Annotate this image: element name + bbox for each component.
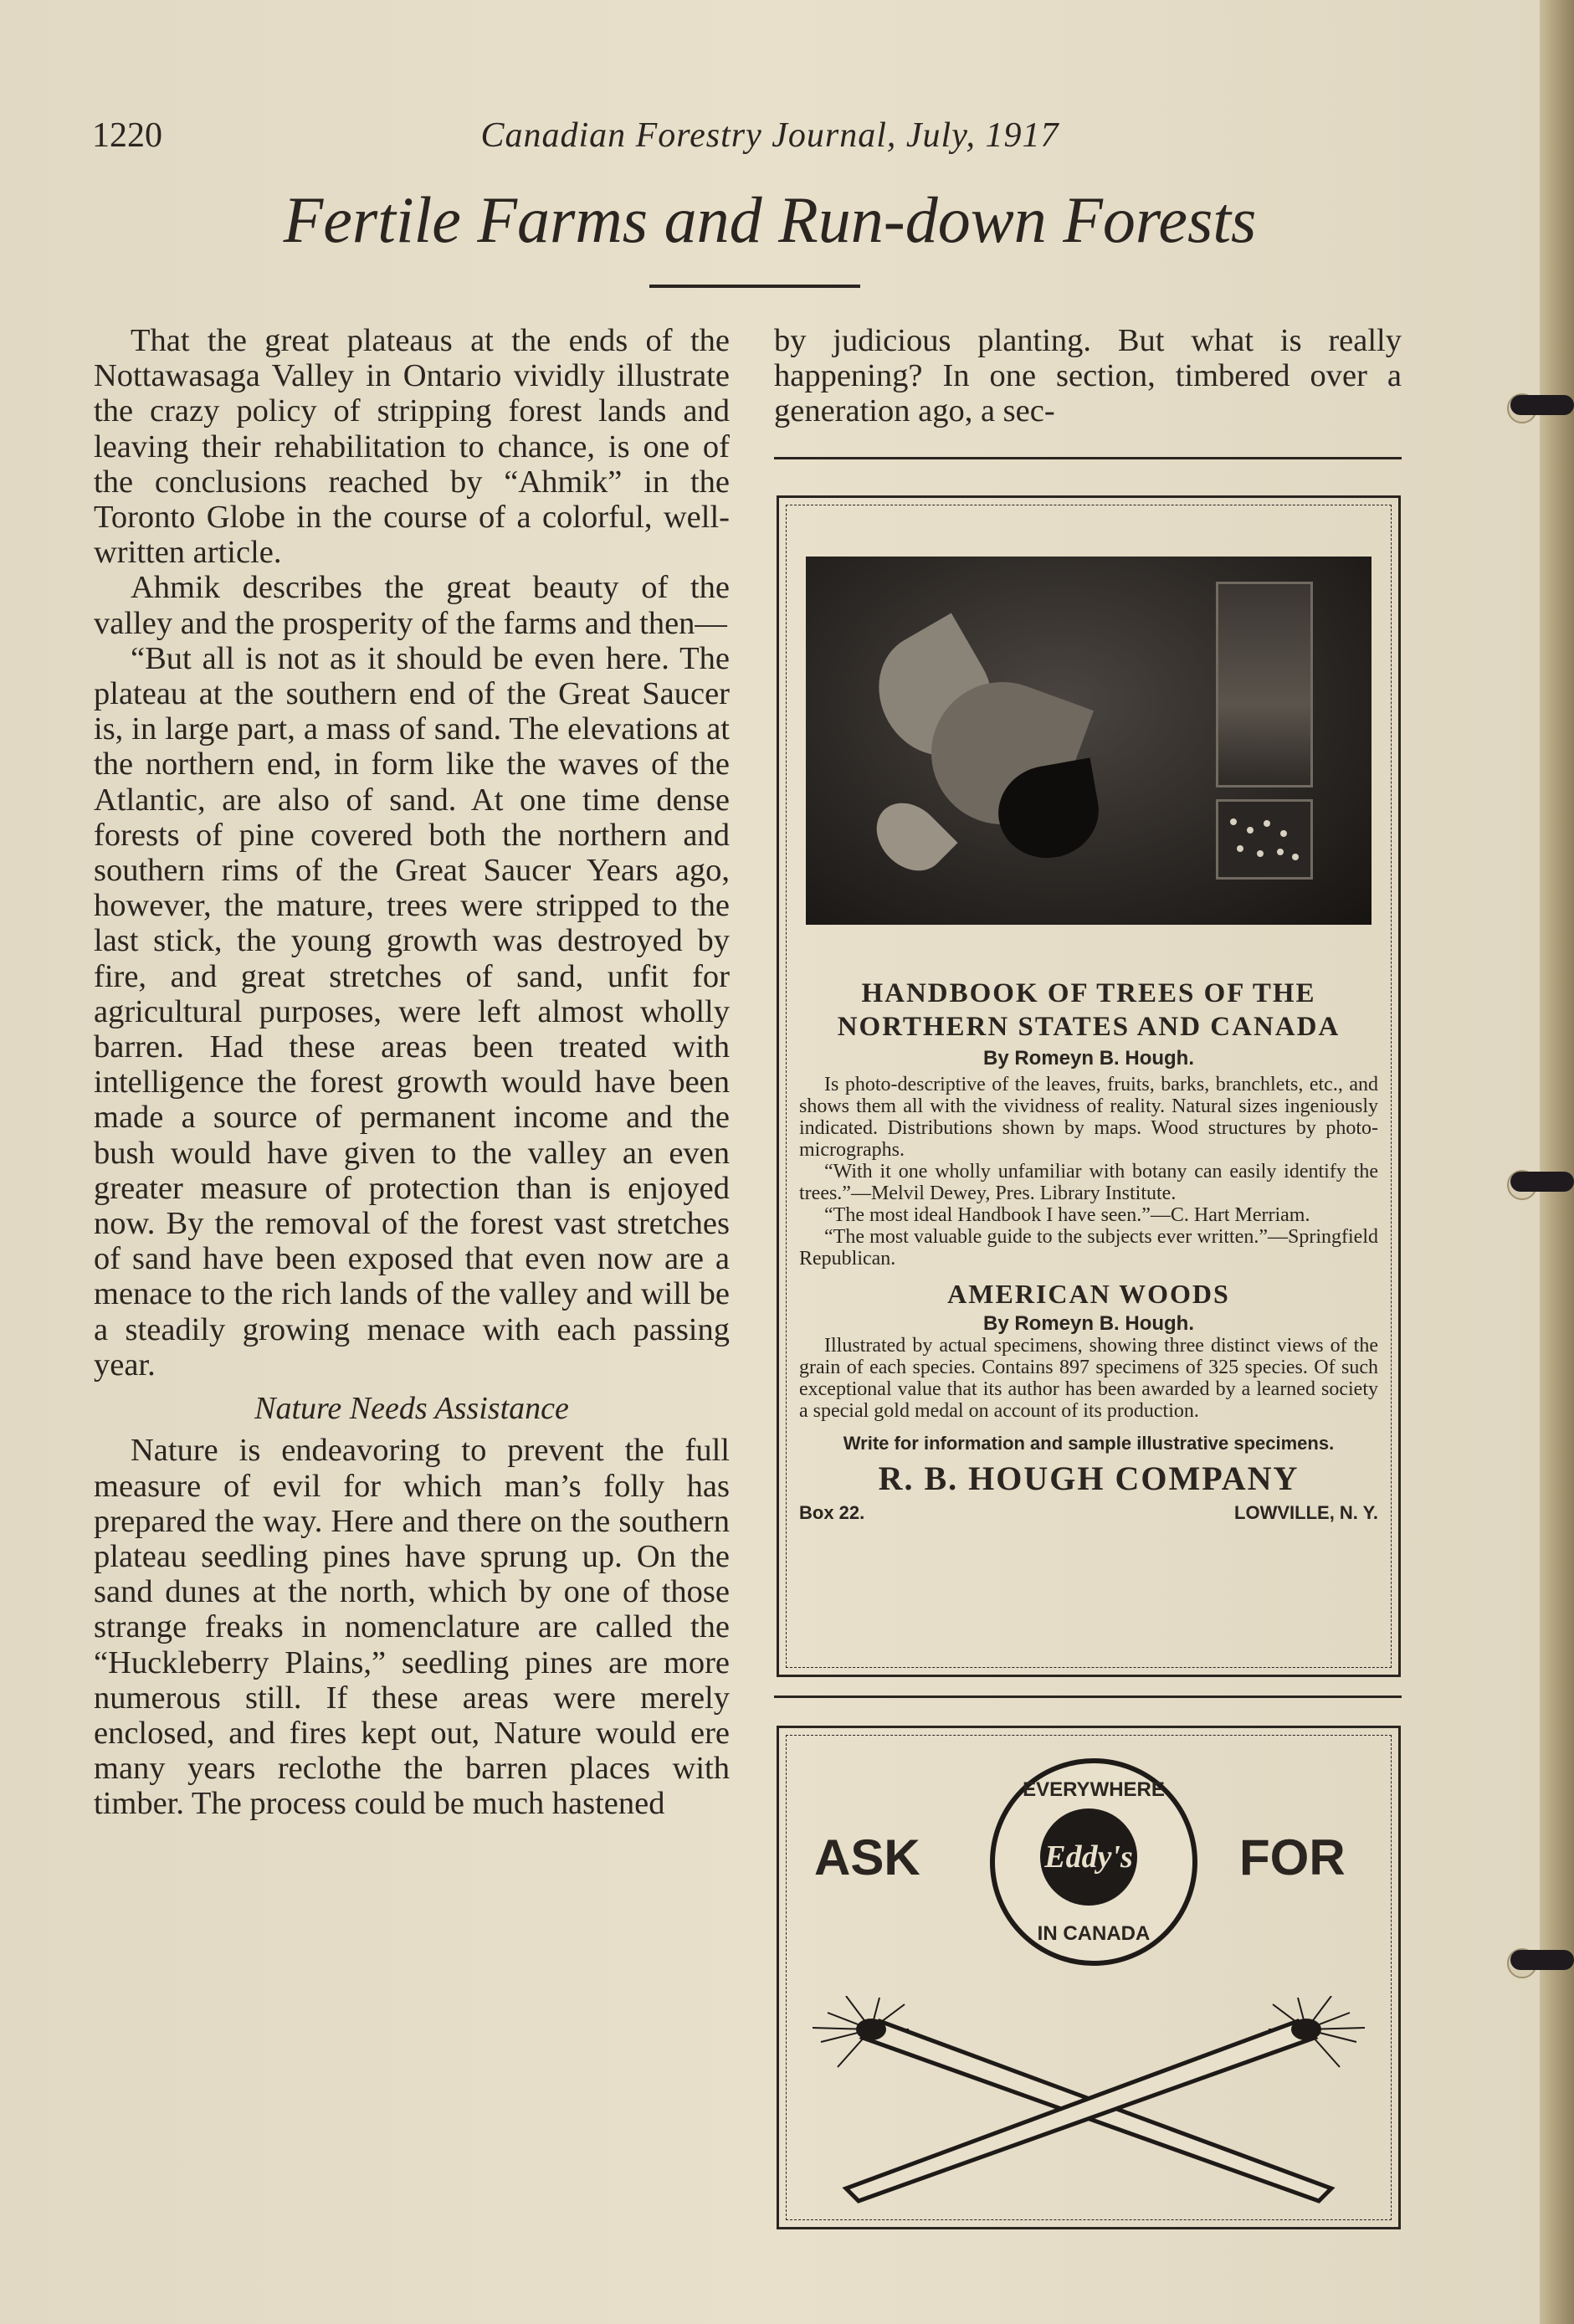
book-photo xyxy=(806,557,1371,925)
article-right-column xyxy=(774,323,1402,429)
page-number: 1220 xyxy=(92,116,162,155)
column-rule xyxy=(774,1696,1402,1698)
quote-dewey: “With it one wholly unfamiliar with botany can easily identify the trees.”—Melvil Dewey, Pres. Library Institute. xyxy=(799,1161,1378,1204)
book2-author: By Romeyn B. Hough. xyxy=(982,1312,1194,1335)
paragraph-continuation: by judicious planting. But what is really happening? In one section, timbered over a generation ago, a sec- xyxy=(774,323,1402,429)
for-text: FOR xyxy=(1239,1829,1346,1885)
company-address xyxy=(799,1502,1378,1527)
badge-ring-top: EVERYWHERE xyxy=(1023,1778,1165,1801)
paragraph: “But all is not as it should be even here. The plateau at the southern end of the Great Saucer is, in large part, a mass of sand. The elevations at the northern end, in form like the waves of the Atlantic, are also of sand. At one time dense forests of pine covered both the northern and southern rims of the Great Saucer Years ago, however, the mature, trees were stripped to the last stick, the young growth was destroyed by fire, and great stretches of sand, unfit for agricultural purposes, were left almost wholly barren. Had these areas been treated with intelligence the forest growth would have been made a source of permanent income and the bush would have given to the valley an even greater measure of protection than is enjoyed now. By the removal of the forest vast stretches of sand have been exposed that even now are a menace to the rich lands of the valley and will be a steadily growing menace with each passing year. xyxy=(94,640,730,1383)
binding-ring xyxy=(1502,387,1574,425)
company-box: Box 22. xyxy=(799,1502,865,1523)
journal-title: Canadian Forestry Journal, July, 1917 xyxy=(480,116,1059,155)
book1-title-line1: HANDBOOK OF TREES OF THE xyxy=(861,978,1316,1008)
title-divider xyxy=(649,285,860,288)
call-to-action: Write for information and sample illustrative specimens. xyxy=(843,1433,1335,1454)
badge-ring-bottom: IN CANADA xyxy=(1037,1922,1151,1945)
company-name: R. B. HOUGH COMPANY xyxy=(878,1460,1300,1497)
binding-ring xyxy=(1502,1163,1574,1202)
brand-logo: Eddy's xyxy=(1044,1839,1133,1875)
paragraph: Nature is endeavoring to prevent the full measure of evil for which man’s folly has prepared the way. Here and there on the southern plateau seedling pines have sprung up. On the sand dunes at the north, which by one of those strange freaks in nomenclature are called the “Huckleberry Plains,” seedling pines are more numerous still. If these areas were merely enclosed, and fires kept out, Nature would ere many years reclothe the barren places with timber. The process could be much hastened xyxy=(94,1433,730,1822)
paragraph: That the great plateaus at the ends of the Nottawasaga Valley in Ontario vividly illustrate the crazy policy of stripping forest lands and leaving their rehabilitation to chance, is one of the conclusions reached by “Ahmik” in the Toronto Globe in the course of a colorful, well-written article. xyxy=(94,323,730,571)
article-title: Fertile Farms and Run-down Forests xyxy=(283,183,1257,256)
paragraph: Ahmik describes the great beauty of the valley and the prosperity of the farms and then— xyxy=(94,570,730,641)
book2-title: AMERICAN WOODS xyxy=(947,1279,1230,1309)
running-head xyxy=(0,115,1540,157)
ask-text: ASK xyxy=(814,1829,920,1885)
company-location: LOWVILLE, N. Y. xyxy=(1234,1502,1378,1523)
book1-description: Is photo-descriptive of the leaves, fruits, barks, branchlets, etc., and shows them all with the vividness of reality. Natural sizes ingeniously indicated. Distributions shown by maps. Wood structures by photo-micrographs. xyxy=(799,1074,1378,1161)
quote-springfield: “The most valuable guide to the subjects ever written.”—Springfield Republican. xyxy=(799,1226,1378,1270)
book2-description: Illustrated by actual specimens, showing three distinct views of the grain of each species. Contains 897 specimens of 325 species. Of such exceptional value that its author has been awarded by a learned society a special gold medal on account of its production. xyxy=(799,1335,1378,1422)
hough-ad-copy xyxy=(799,977,1378,1527)
eddy-advertisement xyxy=(777,1726,1401,2229)
crossed-matches-icon xyxy=(813,1996,1365,2205)
article-left-column xyxy=(94,323,730,1822)
binding-ring xyxy=(1502,1942,1574,1980)
eddy-badge xyxy=(990,1758,1197,1966)
quote-merriam: “The most ideal Handbook I have seen.”—C. Hart Merriam. xyxy=(824,1204,1310,1226)
book1-author: By Romeyn B. Hough. xyxy=(982,1047,1194,1070)
column-rule xyxy=(774,457,1402,459)
subheading: Nature Needs Assistance xyxy=(254,1391,569,1427)
book1-title-line2: NORTHERN STATES AND CANADA xyxy=(837,1012,1341,1042)
hough-advertisement xyxy=(777,495,1401,1677)
